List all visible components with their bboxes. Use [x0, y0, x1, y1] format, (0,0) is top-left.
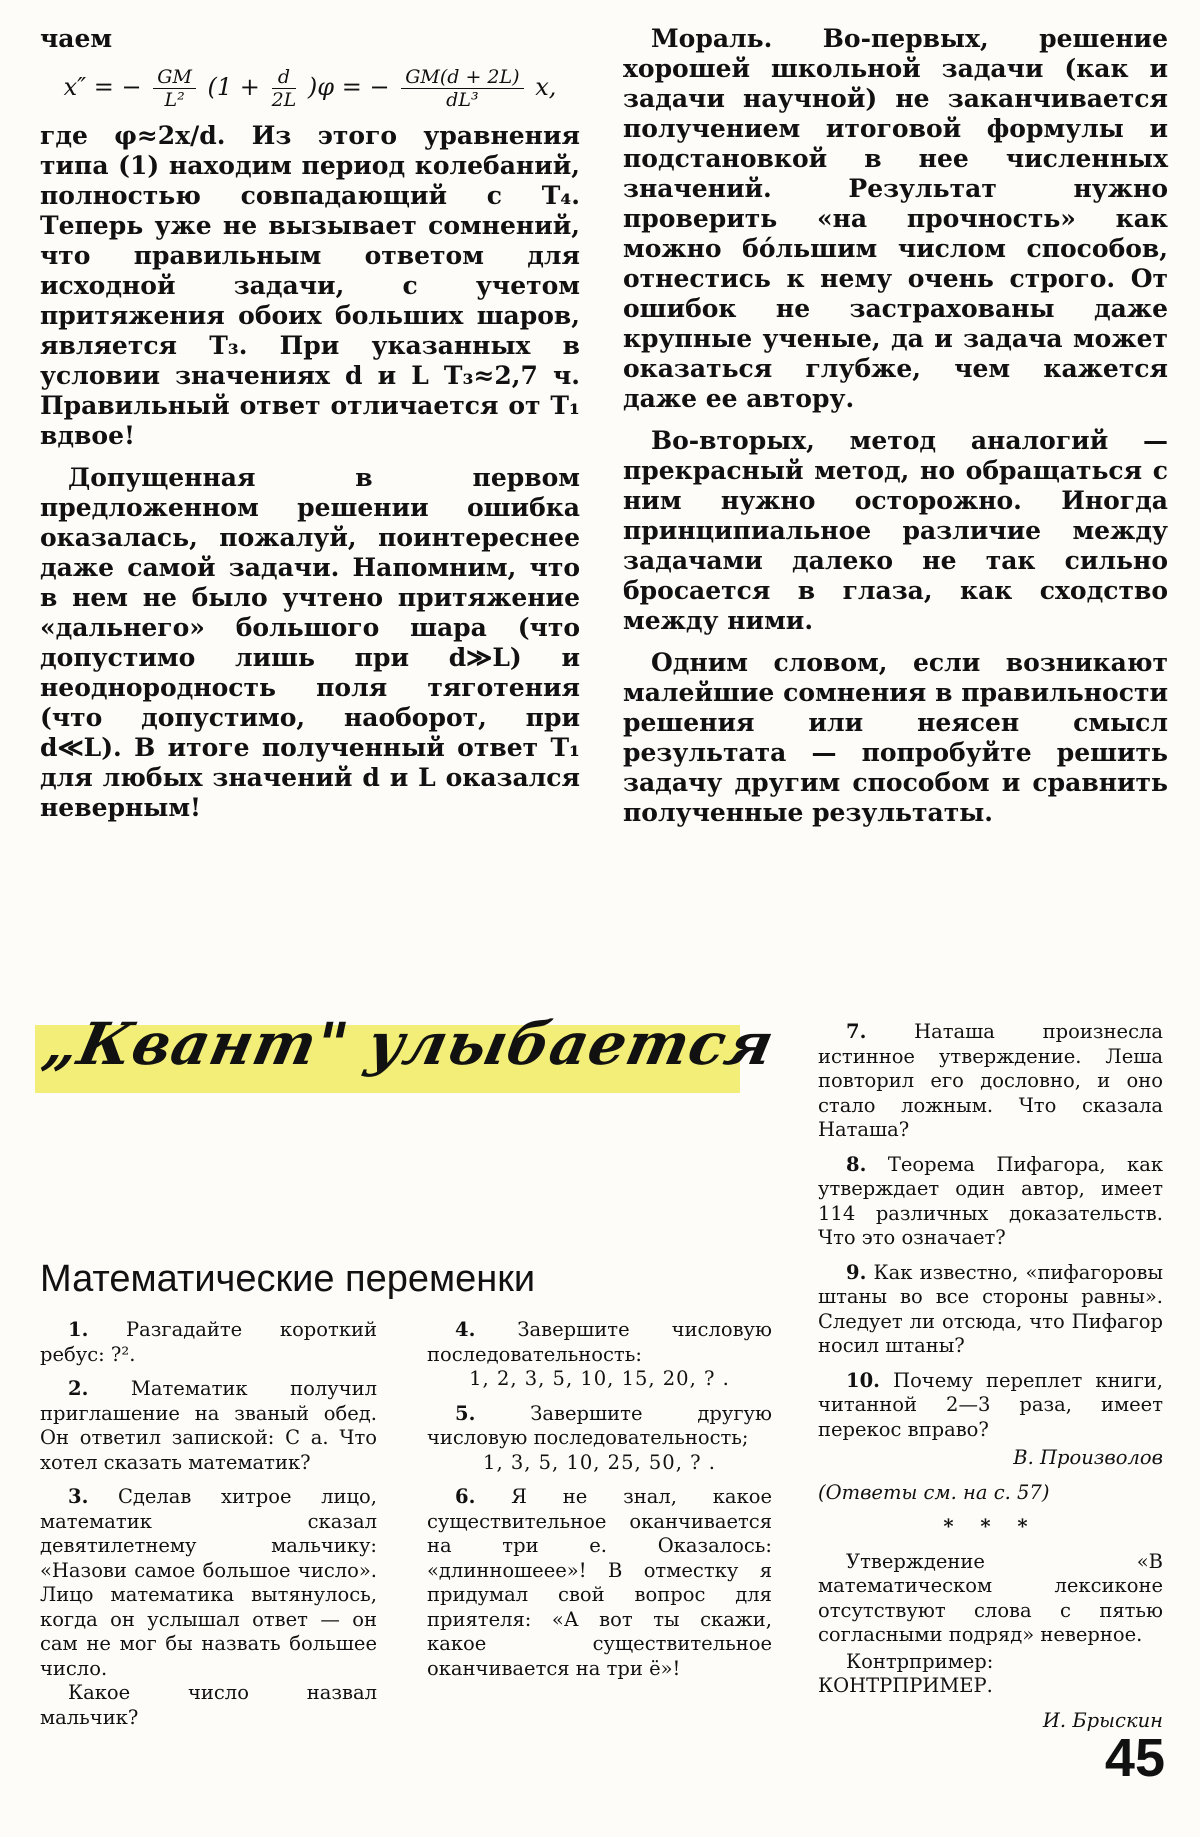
- puzzle-text: Математик получил приглашение на званый обед. Он ответил запиской: С а. Что хотел сказать математик?: [40, 1377, 378, 1474]
- puzzle-4: [427, 1318, 772, 1367]
- puzzle-number: 1.: [68, 1318, 89, 1341]
- puzzle-4-sequence: 1, 2, 3, 5, 10, 15, 20, ? .: [469, 1367, 730, 1390]
- puzzle-text: Сделав хитрое лицо, математик сказал девятилетнему мальчику: «Назови самое большое число». Лицо математика вытянулось, когда он услышал ответ — он сам не мог бы назвать большее число.: [40, 1485, 377, 1680]
- puzzle-text: Как известно, «пифагоровы штаны во все стороны равны». Следует ли отсюда, что Пифагор носил штаны?: [818, 1260, 1163, 1357]
- puzzle-6: [427, 1485, 772, 1681]
- separator-stars: * * *: [943, 1515, 1038, 1538]
- left-column: [40, 24, 580, 835]
- puzzle-number: 8.: [846, 1152, 867, 1176]
- puzzle-3: [40, 1485, 377, 1681]
- eq-frac-2-den: 2L: [271, 89, 297, 111]
- moral-heading: Мораль.: [651, 24, 773, 53]
- puzzle-10: [818, 1369, 1163, 1443]
- right-paragraph-3: Одним словом, если возникают малейшие сомнения в правильности решения или неясен смысл результата — попробуйте решить задачу другим способом и сравнить полученные результаты.: [623, 648, 1168, 827]
- eq-lhs: x″ = −: [63, 73, 142, 101]
- puzzle-text: Завершите числовую последовательность:: [427, 1318, 773, 1366]
- eq-frac-1: [153, 66, 196, 111]
- puzzle-column-1: [40, 1318, 377, 1740]
- puzzle-5: [427, 1402, 772, 1451]
- puzzle-text: Разгадайте короткий ребус: ?².: [40, 1318, 377, 1366]
- eq-frac-3: [401, 66, 523, 111]
- puzzle-number: 4.: [455, 1318, 476, 1341]
- eq-frac-2: [272, 66, 297, 111]
- puzzle-text: Теорема Пифагора, как утверждает один автор, имеет 114 различных доказательств. Что это означает?: [818, 1152, 1164, 1249]
- claim-text: Утверждение «В математическом лексиконе отсутствуют слова с пятью согласными подряд» неверное.: [818, 1549, 1163, 1646]
- puzzle-text: Наташа произнесла истинное утверждение. Леша повторил его дословно, и оно стало ложным. Что сказала Наташа?: [818, 1020, 1164, 1141]
- puzzle-8: [818, 1153, 1163, 1251]
- puzzle-1: [40, 1318, 377, 1367]
- signature-bryskin: И. Брыскин: [1042, 1708, 1163, 1732]
- puzzle-5-sequence: 1, 3, 5, 10, 25, 50, ? .: [483, 1450, 716, 1474]
- moral-text: Во-первых, решение хорошей школьной задачи (как и задачи научной) не заканчивается получением итоговой формулы и подстановкой в нее численных значений. Результат нужно проверить «на прочность» как можно бо́льшим числом способов, отнестись к нему очень строго. От ошибок не застрахованы даже крупные ученые, да и задача может оказаться глубже, чем кажется даже ее автору.: [623, 24, 1168, 413]
- puzzle-number: 10.: [846, 1368, 880, 1392]
- eq-frac-1-den: L²: [164, 89, 185, 111]
- eq-rhs: x,: [535, 73, 557, 101]
- puzzle-2: [40, 1377, 377, 1475]
- eq-open: (1 +: [207, 73, 260, 101]
- section-title: Математические переменки: [40, 1258, 536, 1300]
- eq-frac-3-den: dL³: [446, 89, 479, 111]
- puzzle-number: 7.: [846, 1020, 867, 1043]
- lead-word: чаем: [40, 24, 113, 53]
- signature-proizvolov: В. Произволов: [1013, 1446, 1163, 1469]
- left-paragraph-2: Допущенная в первом предложенном решении ошибка оказалась, пожалуй, поинтереснее даже самой задачи. Напомним, что в нем не было учтено притяжение «дальнего» большого шара (что допустимо лишь при d≫L) и неоднородность поля тяготения (что допустимо, наоборот, при d≪L). В итоге полученный ответ T₁ для любых значений d и L оказался неверным!: [40, 463, 580, 822]
- puzzle-text: Я не знал, какое существительное оканчивается на три е. Оказалось: «длинношеее»! В отместку я придумал свой вопрос для приятеля: «А вот ты скажи, какое существительное оканчивается на три ё»!: [427, 1485, 772, 1680]
- eq-close: )φ = −: [307, 73, 390, 101]
- right-paragraph-2: Во-вторых, метод аналогий — прекрасный метод, но обращаться с ним нужно осторожно. Иногда принципиальное различие между задачами далеко не так сильно бросается в глаза, как сходство между ними.: [623, 426, 1168, 635]
- eq-frac-3-num: GM(d + 2L): [401, 66, 523, 89]
- puzzle-number: 3.: [68, 1485, 89, 1508]
- puzzle-column-2: [427, 1318, 772, 1691]
- equation: [40, 66, 580, 111]
- puzzle-column-3: [818, 1020, 1163, 1743]
- puzzle-number: 5.: [455, 1401, 476, 1425]
- puzzle-number: 2.: [68, 1377, 89, 1400]
- right-paragraph-1: [623, 24, 1168, 414]
- banner-title: „Квант" улыбается: [37, 1010, 781, 1078]
- puzzle-number: 9.: [846, 1260, 867, 1284]
- puzzle-3-question: Какое число назвал мальчик?: [40, 1681, 377, 1729]
- puzzle-text: Почему переплет книги, читанной 2—3 раза, имеет перекос вправо?: [818, 1368, 1163, 1441]
- puzzle-number: 6.: [455, 1485, 476, 1508]
- counterexample-text: Контрпример: КОНТРПРИМЕР.: [818, 1649, 994, 1697]
- page-number: 45: [1104, 1728, 1165, 1788]
- eq-frac-1-num: GM: [153, 66, 196, 89]
- puzzle-9: [818, 1261, 1163, 1359]
- right-column: [623, 24, 1168, 840]
- answers-reference: (Ответы см. на с. 57): [818, 1480, 1050, 1504]
- eq-frac-2-num: d: [272, 66, 297, 89]
- left-paragraph-1: где φ≈2x/d. Из этого уравнения типа (1) находим период колебаний, полностью совпадающий с T₄. Теперь уже не вызывает сомнений, что правильным ответом для исходной задачи, с учетом притяжения обоих больших шаров, является T₃. При указанных в условии значениях d и L T₃≈2,7 ч. Правильный ответ отличается от T₁ вдвое!: [40, 121, 580, 450]
- puzzle-text: Завершите другую числовую последовательность;: [427, 1401, 772, 1449]
- puzzle-7: [818, 1020, 1163, 1143]
